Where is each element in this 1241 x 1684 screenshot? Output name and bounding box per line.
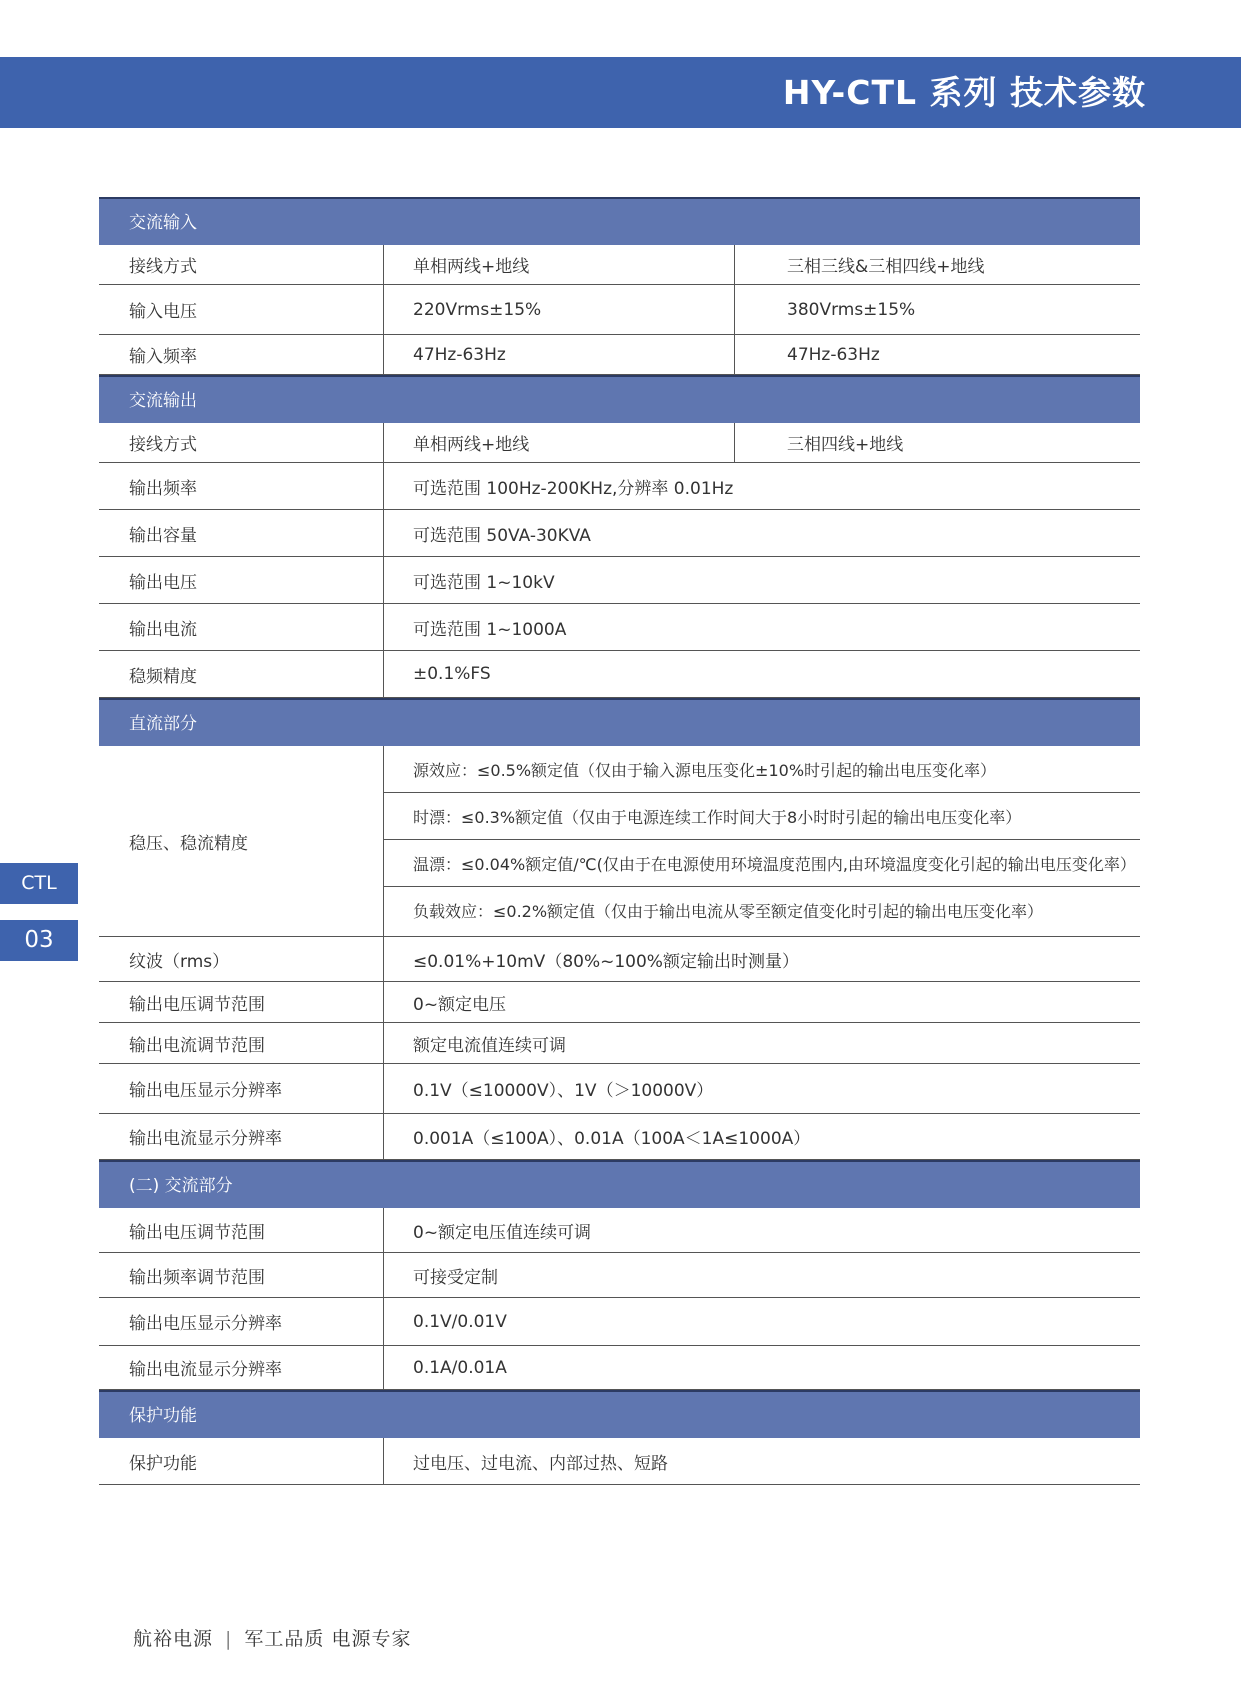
row-value: 可选范围 1~1000A (413, 619, 567, 640)
table-row (99, 746, 1140, 937)
table-row (99, 604, 1140, 651)
row-label: 接线方式 (99, 423, 384, 462)
footer-separator: | (225, 1628, 233, 1650)
table-row (99, 423, 1140, 463)
single-phase-value: 220Vrms±15% (384, 285, 735, 334)
section-ac-part: (二) 交流部分 (99, 1160, 1140, 1208)
row-label: 纹波（rms） (99, 937, 384, 981)
row-value: 0~额定电压 (413, 994, 507, 1015)
row-value: 过电压、过电流、内部过热、短路 (413, 1453, 668, 1474)
table-row (99, 1064, 1140, 1114)
row-label: 输出电压调节范围 (99, 1208, 384, 1252)
row-label: 输出电流调节范围 (99, 1023, 384, 1063)
row-value: ≤0.01%+10mV（80%~100%额定输出时测量） (413, 951, 799, 972)
row-label: 输出电压显示分辨率 (99, 1064, 384, 1113)
spec-table (99, 197, 1140, 1485)
section-protection: 保护功能 (99, 1390, 1140, 1438)
table-row (99, 1114, 1140, 1160)
page-title: HY-CTL 系列 技术参数 (782, 73, 1146, 112)
three-phase-value: 三相四线+地线 (787, 435, 904, 455)
table-row (99, 557, 1140, 604)
table-row (99, 335, 1140, 375)
row-label: 稳频精度 (99, 651, 384, 697)
footer-brand: 航裕电源 (133, 1628, 214, 1650)
list-item: 负载效应：≤0.2%额定值（仅由于输出电流从零至额定值变化时引起的输出电压变化率） (413, 902, 1044, 921)
row-label: 输出电流显示分辨率 (99, 1114, 384, 1159)
list-item: 时漂：≤0.3%额定值（仅由于电源连续工作时间大于8小时时引起的输出电压变化率） (384, 793, 1140, 840)
table-row (99, 1253, 1140, 1298)
row-value: 0.1V/0.01V (413, 1311, 507, 1332)
section-ac-input: 交流输入 (99, 197, 1140, 245)
table-row (99, 1346, 1140, 1390)
footer (133, 1624, 411, 1651)
section-dc: 直流部分 (99, 698, 1140, 746)
row-value: 可选范围 100Hz-200KHz,分辨率 0.01Hz (413, 478, 734, 499)
page-number: 03 (0, 920, 78, 961)
section-ac-output: 交流输出 (99, 375, 1140, 423)
row-label: 输出电压显示分辨率 (99, 1298, 384, 1345)
row-label: 输出频率调节范围 (99, 1253, 384, 1297)
single-phase-value: 单相两线+地线 (384, 245, 735, 284)
table-row (99, 510, 1140, 557)
row-value: 可选范围 1~10kV (413, 572, 555, 593)
row-label: 输出电流 (99, 604, 384, 650)
row-value: 额定电流值连续可调 (413, 1035, 566, 1056)
list-item: 温漂：≤0.04%额定值/℃(仅由于在电源使用环境温度范围内,由环境温度变化引起的输出电压变化率） (384, 840, 1140, 887)
header-banner (0, 57, 1241, 128)
row-value: ±0.1%FS (413, 664, 491, 684)
row-label: 输出容量 (99, 510, 384, 556)
table-row (99, 1438, 1140, 1485)
row-label: 输出电压 (99, 557, 384, 603)
table-row (99, 245, 1140, 285)
list-item: 源效应：≤0.5%额定值（仅由于输入源电压变化±10%时引起的输出电压变化率） (384, 746, 1140, 793)
single-phase-value: 47Hz-63Hz (384, 335, 735, 374)
row-value: 0.001A（≤100A）、0.01A（100A＜1A≤1000A） (413, 1129, 811, 1149)
row-value: 0.1A/0.01A (413, 1357, 507, 1378)
row-label: 输入电压 (99, 285, 384, 334)
table-row (99, 937, 1140, 982)
row-label: 接线方式 (99, 245, 384, 284)
row-label: 稳压、稳流精度 (99, 746, 384, 936)
table-row (99, 463, 1140, 510)
row-label: 输出频率 (99, 463, 384, 509)
row-label: 输出电流显示分辨率 (99, 1346, 384, 1389)
row-value: 可接受定制 (413, 1267, 498, 1288)
three-phase-value: 47Hz-63Hz (787, 344, 880, 365)
three-phase-value: 三相三线&三相四线+地线 (787, 257, 985, 277)
row-value: 可选范围 50VA-30KVA (413, 525, 591, 546)
table-row (99, 651, 1140, 698)
three-phase-value: 380Vrms±15% (787, 299, 916, 320)
row-value: 0~额定电压值连续可调 (413, 1222, 592, 1243)
precision-list (384, 746, 1140, 936)
single-phase-value: 单相两线+地线 (384, 423, 735, 462)
table-row (99, 285, 1140, 335)
row-value: 0.1V（≤10000V）、1V（＞10000V） (413, 1081, 714, 1101)
row-label: 输入频率 (99, 335, 384, 374)
table-row (99, 1023, 1140, 1064)
table-row (99, 1208, 1140, 1253)
row-label: 保护功能 (99, 1438, 384, 1484)
footer-slogan: 军工品质 电源专家 (244, 1628, 412, 1650)
table-row (99, 982, 1140, 1023)
row-label: 输出电压调节范围 (99, 982, 384, 1022)
table-row (99, 1298, 1140, 1346)
series-tab: CTL (0, 863, 78, 904)
